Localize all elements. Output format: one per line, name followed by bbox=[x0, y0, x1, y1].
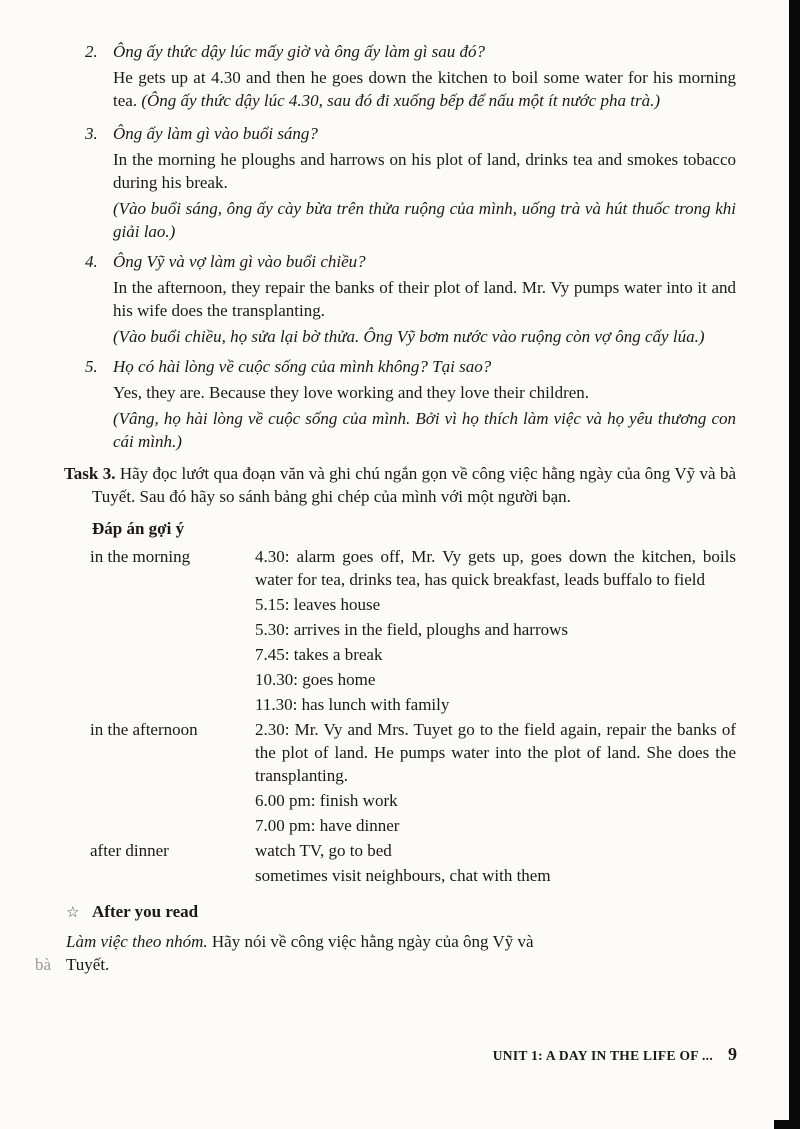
answer-key-heading: Đáp án gợi ý bbox=[92, 519, 185, 538]
task3-paragraph bbox=[64, 462, 736, 508]
question-text: Ông Vỹ và vợ làm gì vào buổi chiều? bbox=[113, 252, 366, 271]
schedule-entry: 7.45: takes a break bbox=[255, 645, 383, 664]
schedule-entry: 5.15: leaves house bbox=[255, 595, 381, 614]
answer-text: In the afternoon, they repair the banks of their plot of land. Mr. Vy pumps water into it and his wife does the transplanting. bbox=[113, 278, 736, 320]
unit-title: UNIT 1: A DAY IN THE LIFE OF ... bbox=[492, 1048, 713, 1063]
qa-number: 5. bbox=[85, 357, 98, 376]
page-content bbox=[35, 40, 736, 976]
schedule-entry: 6.00 pm: finish work bbox=[255, 791, 398, 810]
page-footer bbox=[493, 1043, 737, 1067]
translation-text: (Vào buổi chiều, họ sửa lại bờ thửa. Ông Vỹ bơm nước vào ruộng còn vợ ông cấy lúa.) bbox=[113, 327, 705, 346]
scan-edge-bar bbox=[789, 0, 800, 1129]
task3-text: Hãy đọc lướt qua đoạn văn và ghi chú ngắn gọn về công việc hằng ngày của ông Vỹ và bà Tuyết. Sau đó hãy so sánh bảng ghi chép của mình với một người bạn. bbox=[92, 464, 736, 506]
answer-text: In the morning he ploughs and harrows on his plot of land, drinks tea and smokes tobacco during his break. bbox=[113, 150, 736, 192]
translation-text: (Vâng, họ hài lòng về cuộc sống của mình. Bởi vì họ thích làm việc và họ yêu thương con cái mình.) bbox=[113, 409, 736, 451]
after-you-read-heading bbox=[64, 900, 736, 925]
schedule-label: after dinner bbox=[90, 841, 169, 860]
faded-word: bà bbox=[35, 955, 52, 974]
page-number: 9 bbox=[728, 1044, 737, 1064]
question-text: Ông ấy làm gì vào buổi sáng? bbox=[113, 124, 318, 143]
schedule-entry: watch TV, go to bed bbox=[255, 841, 392, 860]
qa-number: 4. bbox=[85, 252, 98, 271]
answer-text: Yes, they are. Because they love working and they love their children. bbox=[113, 383, 590, 402]
task3-label: Task 3. bbox=[64, 464, 116, 483]
star-icon: ☆ bbox=[66, 905, 80, 921]
schedule-entry: 4.30: alarm goes off, Mr. Vy gets up, goes down the kitchen, boils water for tea, drinks tea, has quick breakfast, leads buffalo to field bbox=[255, 547, 736, 589]
after-you-read-title: After you read bbox=[92, 902, 199, 921]
group-work-instruction: Làm việc theo nhóm. bbox=[66, 932, 208, 951]
schedule-entry: 11.30: has lunch with family bbox=[255, 695, 450, 714]
schedule-entry: sometimes visit neighbours, chat with them bbox=[255, 866, 551, 885]
translation-text: (Vào buổi sáng, ông ấy cày bừa trên thửa ruộng của mình, uống trà và hút thuốc trong khi giải lao.) bbox=[113, 199, 736, 241]
qa-item-4 bbox=[85, 250, 736, 348]
schedule-row-after-dinner bbox=[64, 839, 736, 889]
schedule-label: in the morning bbox=[90, 547, 191, 566]
question-text: Họ có hài lòng về cuộc sống của mình không? Tại sao? bbox=[113, 357, 492, 376]
answer-english: He gets up at 4.30 and then he goes down the kitchen to boil some water for his morning tea. bbox=[113, 68, 736, 110]
schedule-row-afternoon bbox=[64, 718, 736, 839]
qa-item-3 bbox=[85, 122, 736, 243]
schedule-entry: 2.30: Mr. Vy and Mrs. Tuyet go to the field again, repair the banks of the plot of land. He pumps water into the plot of land. She does the transplanting. bbox=[255, 720, 736, 785]
qa-item-5 bbox=[85, 355, 736, 453]
scan-edge-corner bbox=[774, 1120, 800, 1129]
schedule-entry: 7.00 pm: have dinner bbox=[255, 816, 400, 835]
question-text: Ông ấy thức dậy lúc mấy giờ và ông ấy làm gì sau đó? bbox=[113, 42, 485, 61]
qa-number: 3. bbox=[85, 124, 98, 143]
translation-text: (Ông ấy thức dậy lúc 4.30, sau đó đi xuống bếp để nấu một ít nước pha trà.) bbox=[141, 91, 660, 110]
schedule-entry: 10.30: goes home bbox=[255, 670, 376, 689]
qa-item-2 bbox=[85, 40, 736, 115]
group-work-paragraph bbox=[66, 930, 736, 953]
schedule-row-morning bbox=[64, 545, 736, 718]
group-work-text: Hãy nói về công việc hằng ngày của ông Vỹ và bbox=[207, 932, 534, 951]
schedule-entry: 5.30: arrives in the field, ploughs and harrows bbox=[255, 620, 569, 639]
group-work-continuation bbox=[35, 953, 736, 976]
schedule-label: in the afternoon bbox=[90, 720, 198, 739]
qa-number: 2. bbox=[85, 42, 98, 61]
continuation-word: Tuyết. bbox=[66, 955, 110, 974]
answer-text bbox=[113, 66, 736, 112]
